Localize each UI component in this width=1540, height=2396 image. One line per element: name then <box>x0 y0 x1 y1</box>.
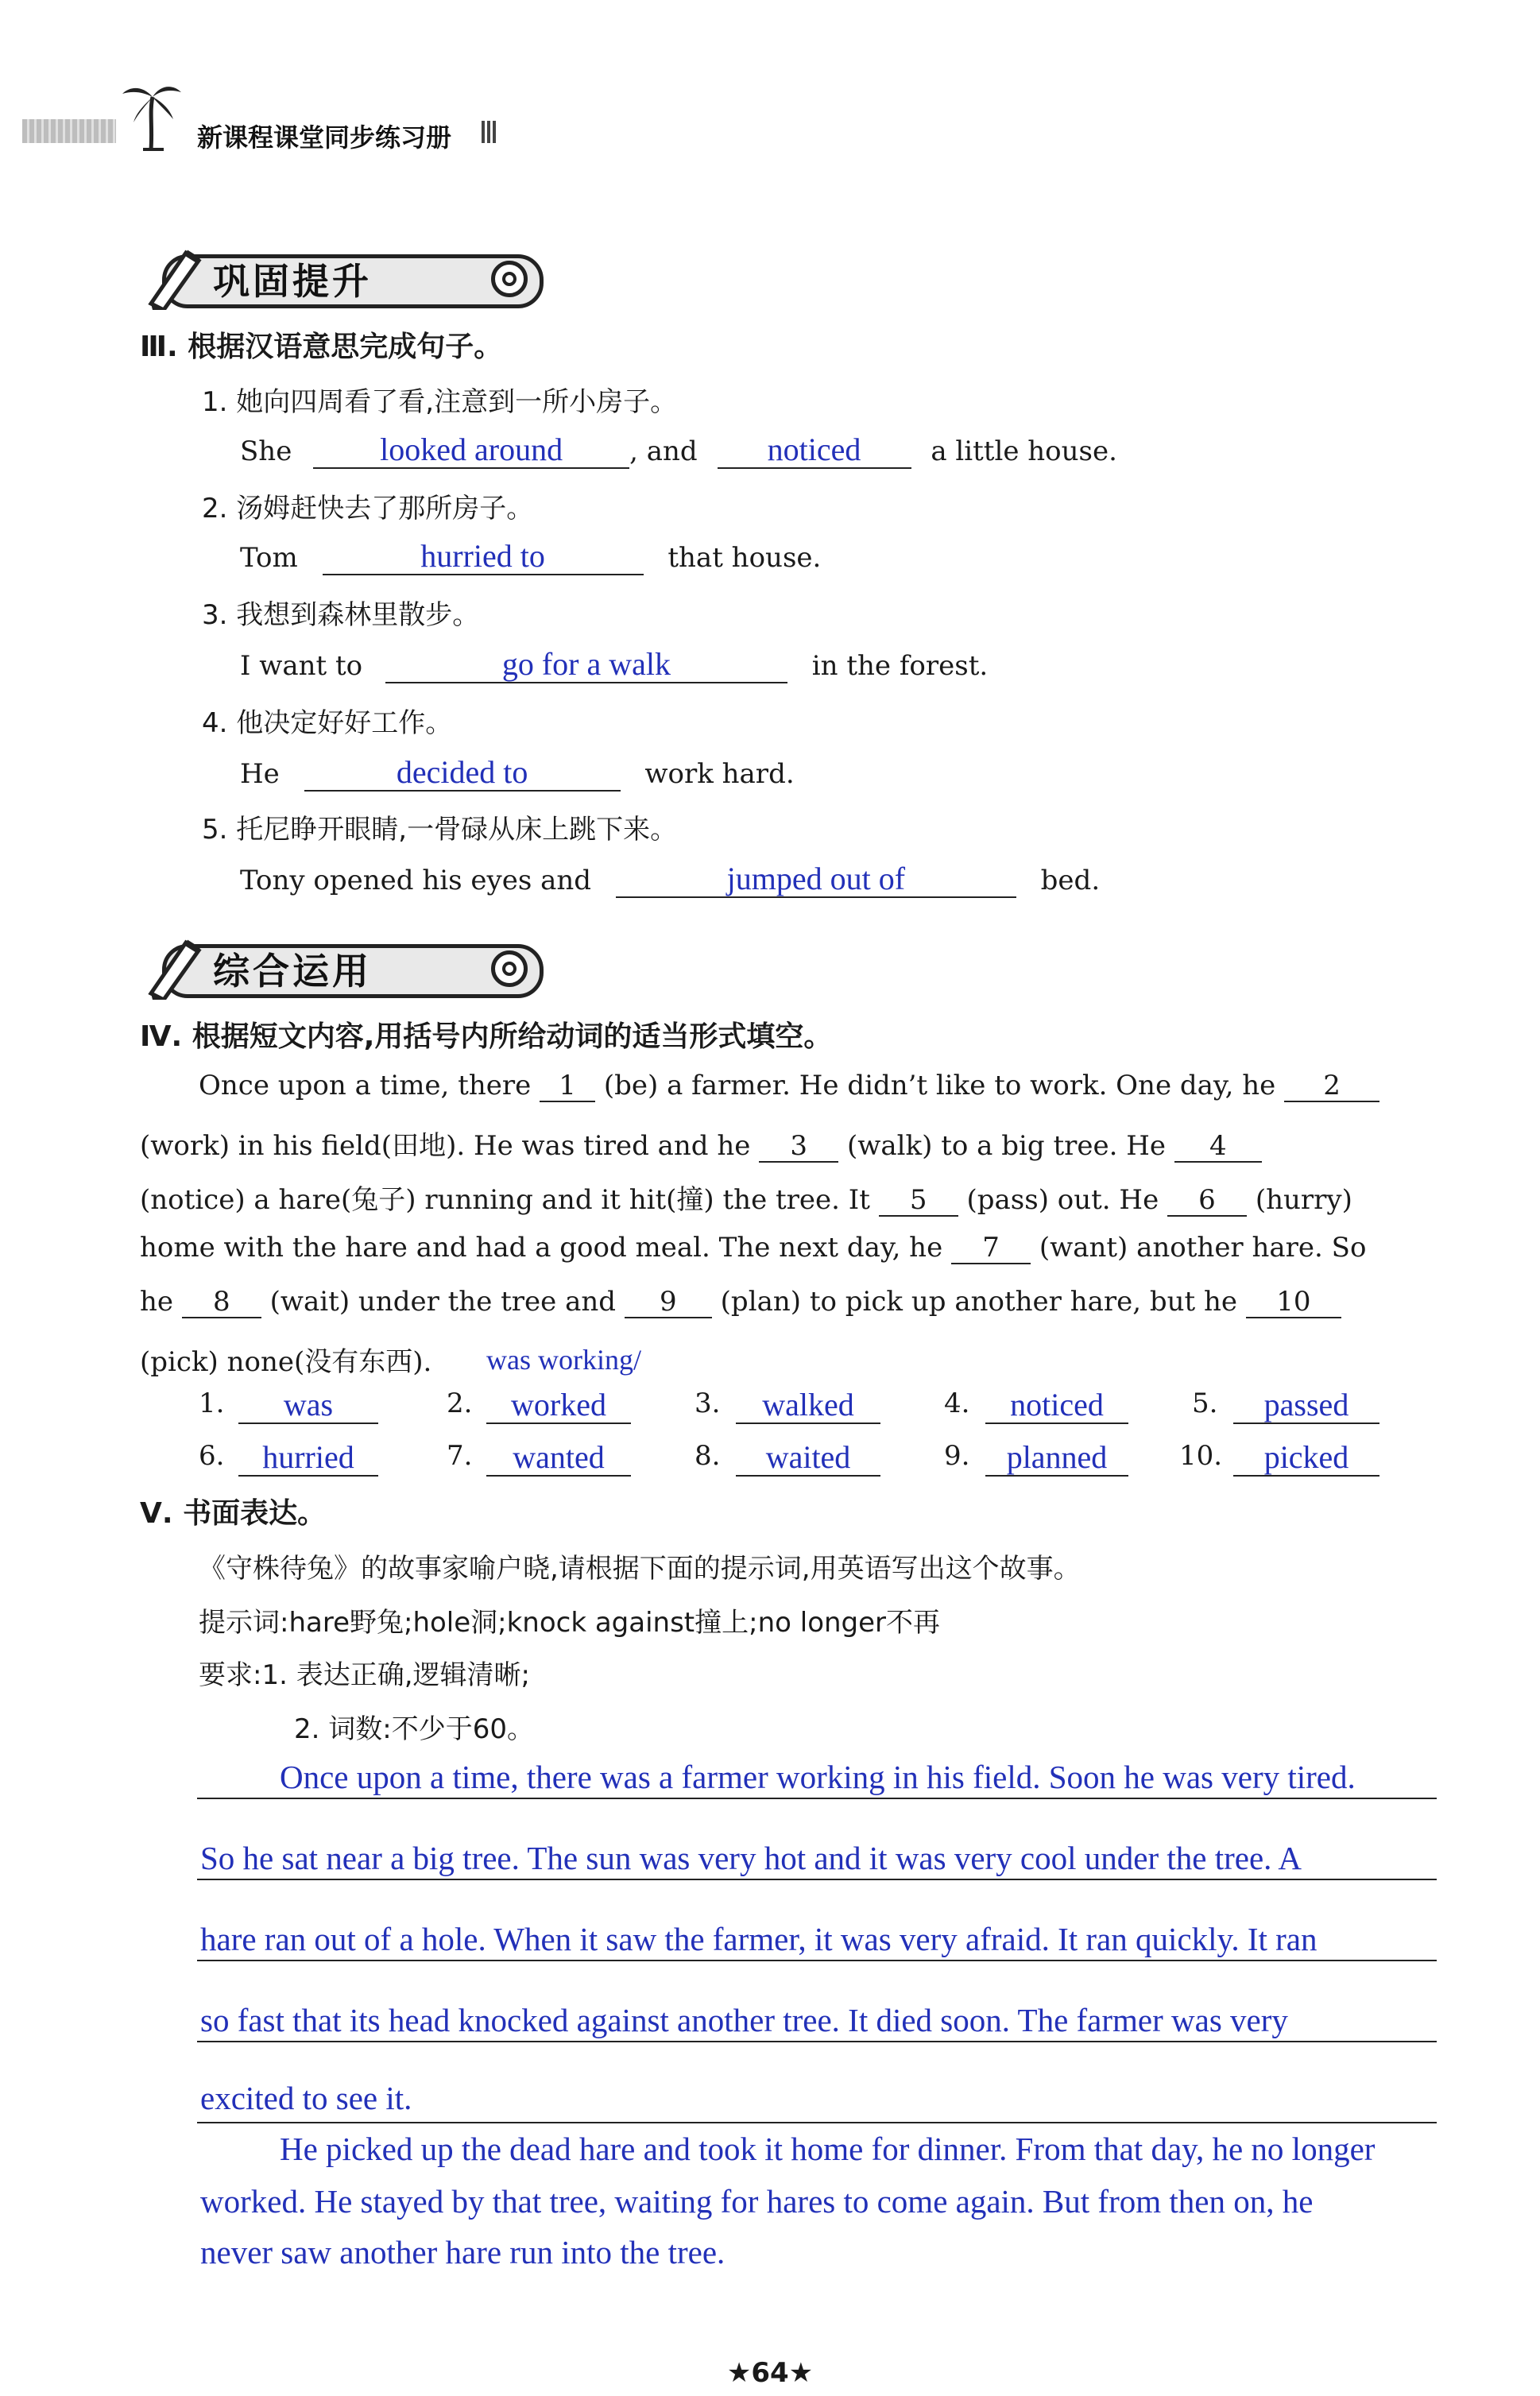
blank-1: 1 <box>540 1071 595 1102</box>
item-1-chinese: 1. 她向四周看了看,注意到一所小房子。 <box>202 386 678 418</box>
item-4-english: He decided to work hard. <box>240 754 795 790</box>
writing-requirement-2: 2. 词数:不少于60。 <box>294 1713 534 1745</box>
item-1-english: She looked around , and noticed a little house. <box>240 432 1117 467</box>
passage-line-2: (work) in his field(田地). He was tired and he 3 (walk) to a big tree. He 4 <box>140 1124 1459 1163</box>
essay-line-5: excited to see it. <box>200 2080 412 2116</box>
passage-line-4: home with the hare and had a good meal. The next day, he 7 (want) another hare. So <box>140 1232 1367 1264</box>
consolidate-badge-title: 巩固提升 <box>213 260 372 303</box>
blank-6: 6 <box>1167 1186 1247 1217</box>
essay-rule <box>197 1879 1437 1880</box>
blank-5: 5 <box>879 1186 958 1217</box>
essay-rule <box>197 2041 1437 2042</box>
blank-7: 7 <box>951 1233 1031 1264</box>
item-2-chinese: 2. 汤姆赶快去了那所房子。 <box>202 493 534 524</box>
comprehensive-badge <box>140 938 553 997</box>
instruction-iv: Ⅳ. 根据短文内容,用括号内所给动词的适当形式填空。 <box>140 1020 833 1053</box>
answer-6: hurried <box>238 1440 378 1477</box>
answer-blank: hurried to <box>323 539 644 575</box>
answer-9: planned <box>985 1440 1128 1477</box>
item-3-chinese: 3. 我想到森林里散步。 <box>202 599 480 631</box>
essay-rule <box>197 1960 1437 1961</box>
answer-blank: noticed <box>718 432 911 469</box>
passage-line-6: (pick) none(没有东西). <box>140 1346 432 1378</box>
ring-icon <box>491 950 528 987</box>
passage-line-1: Once upon a time, there 1 (be) a farmer. He didn’t like to work. One day, he 2 <box>199 1070 1454 1102</box>
consolidate-badge <box>140 248 553 307</box>
comprehensive-badge-title: 综合运用 <box>213 950 372 993</box>
essay-para2-line-2: worked. He stayed by that tree, waiting for hares to come again. But from then on, he <box>200 2183 1314 2220</box>
star-icon: ★ <box>726 2357 752 2389</box>
writing-requirement-1: 要求:1. 表达正确,逻辑清晰; <box>199 1659 530 1691</box>
essay-rule <box>197 2122 1437 2123</box>
essay-line-2: So he sat near a big tree. The sun was very hot and it was very cool under the tree. A <box>200 1840 1302 1876</box>
blank-4: 4 <box>1174 1132 1262 1163</box>
item-3-english: I want to go for a walk in the forest. <box>240 646 989 682</box>
answer-7: wanted <box>486 1440 631 1477</box>
essay-line-3: hare ran out of a hole. When it saw the farmer, it was very afraid. It ran quickly. It ran <box>200 1921 1318 1957</box>
blank-9: 9 <box>625 1287 712 1318</box>
palm-tree-icon <box>119 79 183 151</box>
essay-line-4: so fast that its head knocked against another tree. It died soon. The farmer was very <box>200 2002 1288 2038</box>
pencil-icon <box>140 248 211 310</box>
blank-2: 2 <box>1284 1071 1379 1102</box>
passage-line-3: (notice) a hare(兔子) running and it hit(撞) the tree. It 5 (pass) out. He 6 (hurry) <box>140 1184 1352 1216</box>
header-title: 新课程课堂同步练习册 <box>197 122 452 153</box>
essay-para2-line-1: He picked up the dead hare and took it home for dinner. From that day, he no longer <box>280 2131 1376 2167</box>
answer-5: passed <box>1233 1388 1379 1424</box>
answer-8: waited <box>736 1440 880 1477</box>
blank-8: 8 <box>182 1287 261 1318</box>
item-2-english: Tom hurried to that house. <box>240 538 822 574</box>
answer-10: picked <box>1233 1440 1379 1477</box>
answer-blank: looked around <box>313 432 629 469</box>
item-4-chinese: 4. 他决定好好工作。 <box>202 707 453 739</box>
star-icon: ★ <box>788 2357 814 2389</box>
passage-line-5: he 8 (wait) under the tree and 9 (plan) to pick up another hare, but he 10 <box>140 1286 1459 1318</box>
answer-blank: go for a walk <box>385 647 787 683</box>
writing-hints: 提示词:hare野兔;hole洞;knock against撞上;no longer不再 <box>199 1607 941 1639</box>
answer-blank: jumped out of <box>616 861 1016 898</box>
header-bar-right <box>482 121 496 143</box>
answer-2: worked <box>486 1388 631 1424</box>
blank-3: 3 <box>759 1132 838 1163</box>
blank-10: 10 <box>1246 1287 1341 1318</box>
page-number: ★64★ <box>726 2357 814 2389</box>
pencil-icon <box>140 938 211 1000</box>
answer-3: walked <box>736 1388 880 1424</box>
essay-rule <box>197 1798 1437 1799</box>
essay-para2-line-3: never saw another hare run into the tree. <box>200 2234 726 2270</box>
extra-answer-note: was working/ <box>486 1344 641 1376</box>
instruction-iii: Ⅲ. 根据汉语意思完成句子。 <box>140 331 503 363</box>
item-5-english: Tony opened his eyes and jumped out of bed. <box>240 861 1101 896</box>
essay-line-1: Once upon a time, there was a farmer working in his field. Soon he was very tired. <box>280 1759 1356 1795</box>
header-bar <box>22 119 116 143</box>
answer-1: was <box>238 1388 378 1424</box>
answer-4: noticed <box>985 1388 1128 1424</box>
answer-blank: decided to <box>304 755 621 792</box>
instruction-v: Ⅴ. 书面表达。 <box>140 1497 327 1530</box>
writing-prompt: 《守株待兔》的故事家喻户晓,请根据下面的提示词,用英语写出这个故事。 <box>199 1553 1081 1585</box>
ring-icon <box>491 261 528 297</box>
item-5-chinese: 5. 托尼睁开眼睛,一骨碌从床上跳下来。 <box>202 814 678 846</box>
